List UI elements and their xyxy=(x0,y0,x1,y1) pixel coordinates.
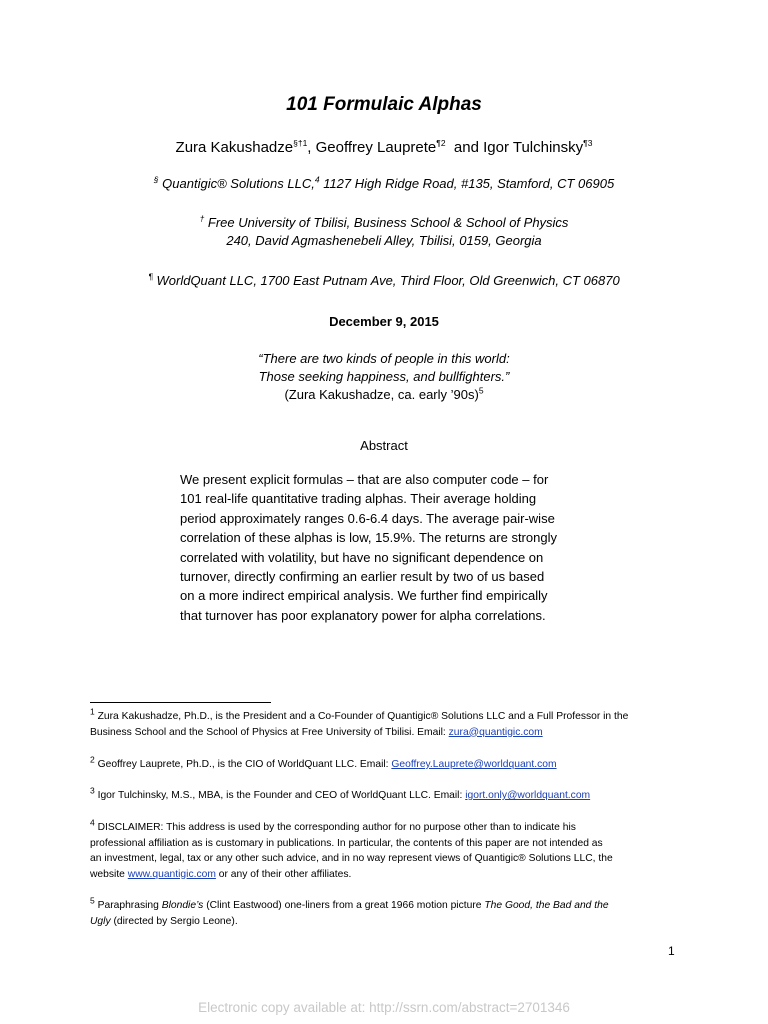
paper-title: 101 Formulaic Alphas xyxy=(286,94,482,115)
quote-attribution: (Zura Kakushadze, ca. early ’90s) xyxy=(284,387,479,402)
abstract-text xyxy=(180,470,600,625)
ssrn-footer: Electronic copy available at: http://ssrn.com/abstract=2701346 xyxy=(198,1000,570,1015)
email-link-kakushadze[interactable]: zura@quantigic.com xyxy=(448,726,543,738)
abstract-heading: Abstract xyxy=(360,438,408,453)
footnote-ref: 5 xyxy=(478,385,484,396)
abstract-line: that turnover has poor explanatory power for alpha correlations. xyxy=(180,607,546,623)
abstract-line: 101 real-life quantitative trading alphas. Their average holding xyxy=(180,491,537,507)
affiliation-tbilisi: † Free University of Tbilisi, Business School & School of Physics 240, David Agmashenebeli Alley, Tbilisi, 0159, Georgia xyxy=(199,213,569,248)
affiliation-quantigic: § Quantigic® Solutions LLC,$^4$ 1127 High Ridge Road, #135, Stamford, CT 06905 xyxy=(153,174,615,191)
author-separator: , xyxy=(307,139,316,156)
abstract-line: turnover, directly confirming an earlier result by two of us based xyxy=(180,569,545,585)
author-lauprete: Geoffrey Lauprete xyxy=(315,139,437,156)
email-link-lauprete[interactable]: Geoffrey.Lauprete@worldquant.com xyxy=(391,759,557,770)
author-separator: and xyxy=(445,139,484,156)
author-kakushadze: Zura Kakushadze xyxy=(175,139,294,156)
footnote-number: 2 xyxy=(90,754,95,765)
footnote-number: 1 xyxy=(90,706,95,717)
abstract-line: period approximately ranges 0.6-6.4 days. The average pair-wise xyxy=(180,510,555,526)
affiliation-mark: § xyxy=(153,174,159,185)
footnote-number: 4 xyxy=(90,817,95,828)
affiliation-mark: † xyxy=(199,213,205,224)
footnote-ref: 4 xyxy=(314,174,320,185)
footnote-5: $^5$ Paraphrasing Blondie’s (Clint Eastwood) one-liners from a great 1966 motion picture The Good, the Bad and the Ugly (directed by Sergio Leone). xyxy=(90,895,609,927)
website-link-quantigic[interactable]: www.quantigic.com xyxy=(127,868,216,880)
footnote-number: 3 xyxy=(90,785,95,796)
footnote-divider xyxy=(90,702,271,703)
author-tulchinsky: Igor Tulchinsky xyxy=(483,139,584,156)
page-number: 1 xyxy=(668,944,675,958)
abstract-line: correlation of these alphas is low, 15.9%. The returns are strongly xyxy=(180,530,557,546)
author-lauprete-marks: ¶2 xyxy=(436,138,446,148)
abstract-line: correlated with volatility, but have no significant dependence on xyxy=(180,549,544,565)
affiliation-worldquant: ¶ WorldQuant LLC, 1700 East Putnam Ave, Third Floor, Old Greenwich, CT 06870 xyxy=(148,271,620,288)
footnote-4-disclaimer: $^4$ DISCLAIMER: This address is used by the corresponding author for no purpose other than to indicate his professional affiliation as is customary in publications. In particular, the contents of this paper are not intended as an investment, legal, tax or any other such advice, and in no way represent views of Quantigic® Solutions LLC, the website www.quantigic.com or any of their other affiliates. xyxy=(90,817,613,880)
footnote-3: $^3$ Igor Tulchinsky, M.S., MBA, is the Founder and CEO of WorldQuant LLC. Email: igort.only@worldquant.com xyxy=(90,785,591,801)
author-list xyxy=(0,139,768,156)
email-link-tulchinsky[interactable]: igort.only@worldquant.com xyxy=(465,790,591,801)
footnote-number: 5 xyxy=(90,895,95,906)
author-tulchinsky-marks: ¶3 xyxy=(583,138,593,148)
epigraph-quote: “There are two kinds of people in this world: Those seeking happiness, and bullfighters.” (Zura Kakushadze, ca. early ’90s)$^5$ xyxy=(258,351,510,402)
author-kakushadze-marks: §†1 xyxy=(293,138,308,148)
abstract-line: We present explicit formulas – that are also computer code – for xyxy=(180,472,549,487)
paper-date: December 9, 2015 xyxy=(329,314,439,329)
abstract-line: on a more indirect empirical analysis. We further find empirically xyxy=(180,588,548,604)
footnote-2: $^2$ Geoffrey Lauprete, Ph.D., is the CIO of WorldQuant LLC. Email: Geoffrey.Lauprete@worldquant.com xyxy=(90,754,557,770)
footnote-1: $^1$ Zura Kakushadze, Ph.D., is the President and a Co-Founder of Quantigic® Solutions LLC and a Full Professor in the Business School and the School of Physics at Free University of Tbilisi. Email: zura@quantigic.com xyxy=(90,706,629,738)
affiliation-mark: ¶ xyxy=(148,271,153,282)
